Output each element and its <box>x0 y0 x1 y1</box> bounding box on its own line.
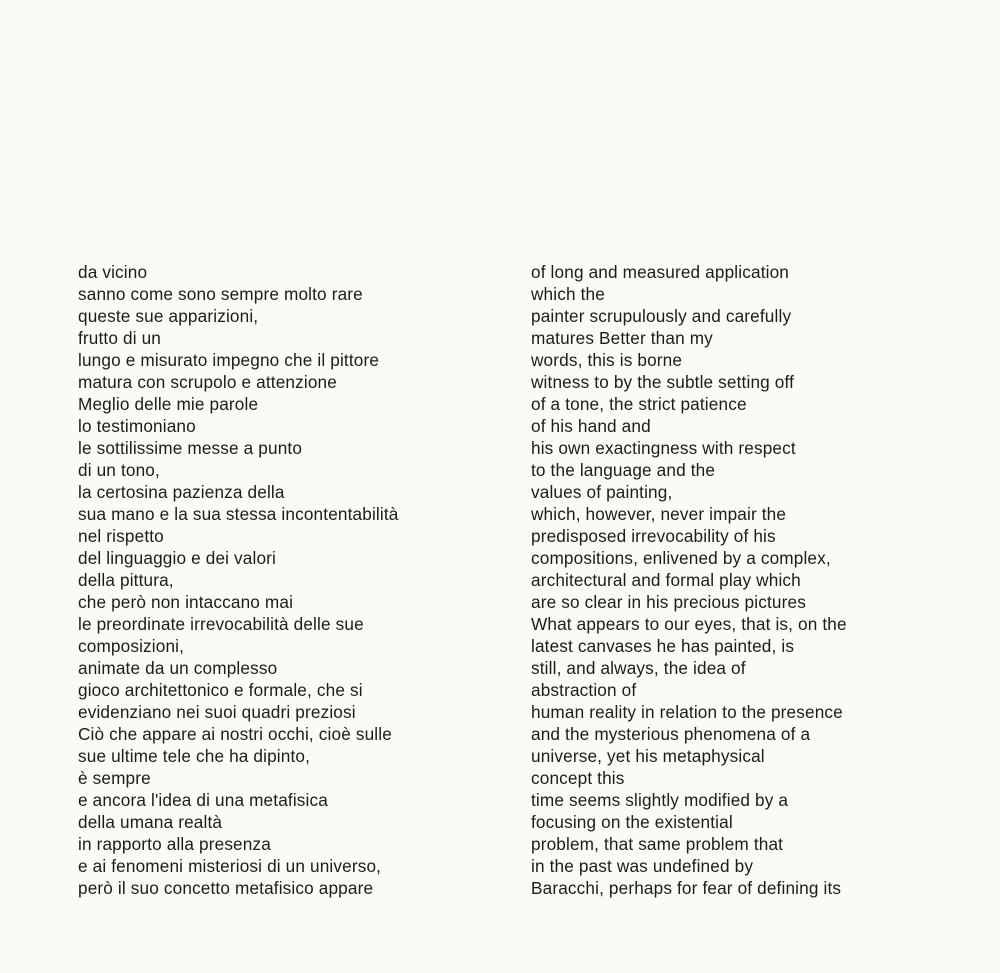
english-text-line: words, this is borne <box>531 350 683 370</box>
english-text-line: which the <box>531 284 605 304</box>
italian-text-line: e ancora l'idea di una metafisica <box>78 790 328 810</box>
italian-text-line: sua mano e la sua stessa incontentabilità <box>78 504 399 524</box>
italian-text-line: animate da un complesso <box>78 658 278 678</box>
english-text-line: What appears to our eyes, that is, on the <box>531 614 847 634</box>
english-text-line: time seems slightly modified by a <box>531 790 789 810</box>
italian-text-line: lungo e misurato impegno che il pittore <box>78 350 380 370</box>
english-text-line: are so clear in his precious pictures <box>531 592 806 612</box>
italian-text-line: le sottilissime messe a punto <box>78 438 303 458</box>
english-text-line: still, and always, the idea of <box>531 658 746 678</box>
english-text-line: and the mysterious phenomena of a <box>531 724 811 744</box>
english-text-line: architectural and formal play which <box>531 570 801 590</box>
italian-text-line: sanno come sono sempre molto rare <box>78 284 363 304</box>
english-text-line: Baracchi, perhaps for fear of defining its <box>531 878 842 898</box>
english-text-line: values of painting, <box>531 482 673 502</box>
italian-text-line: del linguaggio e dei valori <box>78 548 277 568</box>
english-text-line: predisposed irrevocability of his <box>531 526 776 546</box>
italian-text-line: che però non intaccano mai <box>78 592 294 612</box>
italian-text-line: evidenziano nei suoi quadri preziosi <box>78 702 356 722</box>
english-text-line: his own exactingness with respect <box>531 438 796 458</box>
italian-text-line: gioco architettonico e formale, che si <box>78 680 363 700</box>
english-text-line: of his hand and <box>531 416 651 436</box>
english-text-line: compositions, enlivened by a complex, <box>531 548 831 568</box>
english-text-line: abstraction of <box>531 680 637 700</box>
english-text-line: focusing on the existential <box>531 812 733 832</box>
english-text-line: human reality in relation to the presence <box>531 702 843 722</box>
italian-text-line: matura con scrupolo e attenzione <box>78 372 337 392</box>
english-text-line: in the past was undefined by <box>531 856 754 876</box>
italian-text-line: in rapporto alla presenza <box>78 834 271 854</box>
italian-text-line: le preordinate irrevocabilità delle sue <box>78 614 364 634</box>
english-text-line: to the language and the <box>531 460 716 480</box>
italian-text-line: però il suo concetto metafisico appare <box>78 878 374 898</box>
italian-text-line: della pittura, <box>78 570 174 590</box>
english-text-line: concept this <box>531 768 625 788</box>
english-text-line: painter scrupulously and carefully <box>531 306 792 326</box>
english-text-column <box>531 261 951 899</box>
english-text-line: latest canvases he has painted, is <box>531 636 795 656</box>
english-text-line: witness to by the subtle setting off <box>531 372 795 392</box>
italian-text-line: frutto di un <box>78 328 162 348</box>
italian-text-line: composizioni, <box>78 636 185 656</box>
italian-text-line: queste sue apparizioni, <box>78 306 259 326</box>
italian-text-line: da vicino <box>78 262 148 282</box>
italian-text-line: nel rispetto <box>78 526 164 546</box>
italian-text-line: lo testimoniano <box>78 416 196 436</box>
italian-text-line: sue ultime tele che ha dipinto, <box>78 746 311 766</box>
italian-text-line: della umana realtà <box>78 812 223 832</box>
english-text-line: matures Better than my <box>531 328 713 348</box>
english-text-line: of a tone, the strict patience <box>531 394 747 414</box>
italian-text-line: Meglio delle mie parole <box>78 394 259 414</box>
italian-text-line: di un tono, <box>78 460 160 480</box>
italian-text-line: Ciò che appare ai nostri occhi, cioè sulle <box>78 724 392 744</box>
english-text-line: problem, that same problem that <box>531 834 784 854</box>
english-text-line: which, however, never impair the <box>531 504 787 524</box>
english-text-line: universe, yet his metaphysical <box>531 746 765 766</box>
italian-text-line: e ai fenomeni misteriosi di un universo, <box>78 856 382 876</box>
italian-text-line: è sempre <box>78 768 151 788</box>
italian-text-line: la certosina pazienza della <box>78 482 285 502</box>
english-text-line: of long and measured application <box>531 262 790 282</box>
italian-text-column <box>78 261 498 899</box>
